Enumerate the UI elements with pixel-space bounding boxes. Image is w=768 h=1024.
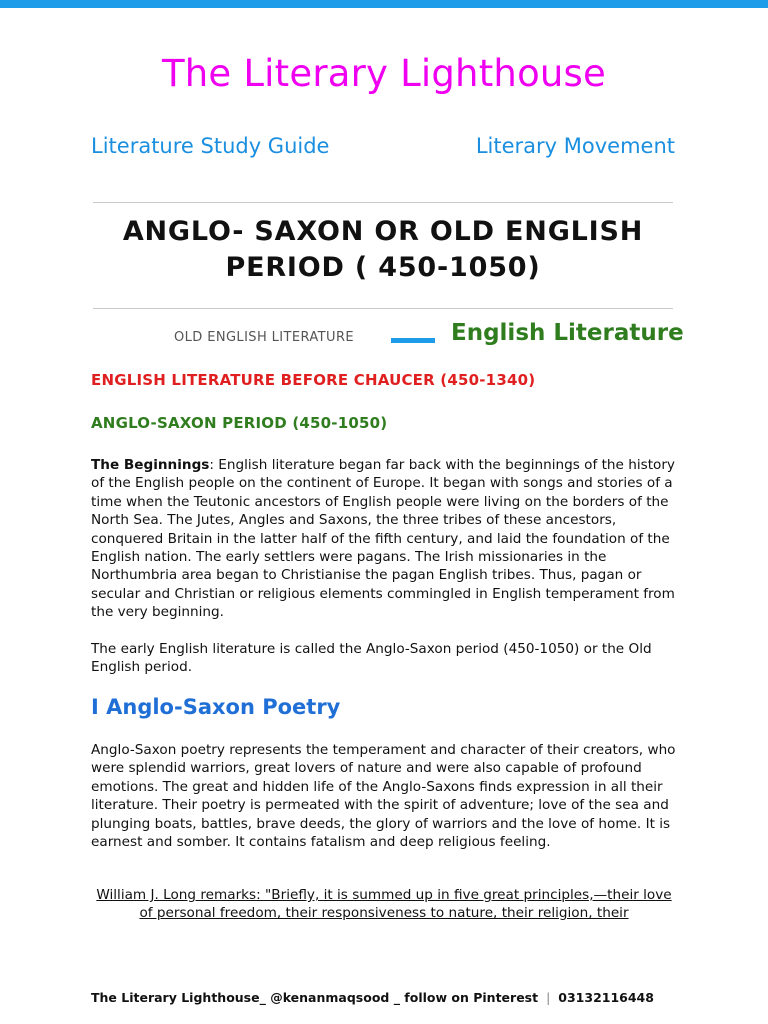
nav-link-study-guide[interactable]: Literature Study Guide <box>91 134 330 158</box>
top-accent-bar <box>0 0 768 8</box>
paragraph-early-literature: The early English literature is called the Anglo-Saxon period (450-1050) or the Old English period. <box>91 641 652 676</box>
nav-link-literary-movement[interactable]: Literary Movement <box>475 134 675 158</box>
section-heading-poetry: I Anglo-Saxon Poetry <box>91 695 341 719</box>
footer-text: The Literary Lighthouse_ @kenanmaqsood _ follow on Pinterest <box>91 990 539 1005</box>
article-title: ANGLO- SAXON OR OLD ENGLISH PERIOD ( 450-1050) <box>122 216 644 283</box>
paragraph-body: : English literature began far back with the beginnings of the history of the English people on the continent of Europe. It began with songs and stories of a time when the Teutonic ancestors of English people were living on the borders of the North Sea. The Jutes, Angles and Saxons, the three tribes of these ancestors, conquered Britain in the latter half of the fifth century, and laid the foundation of the English nation. The early settlers were pagans. The Irish missionaries in the Northumbria area began to Christianise the pagan English tribes. Thus, pagan or secular and Christian or religious elements commingled in English temperament from the very beginning. <box>91 457 675 621</box>
category-accent-bar <box>391 338 435 343</box>
category-label[interactable]: OLD ENGLISH LITERATURE <box>174 330 354 345</box>
paragraph-beginnings <box>91 456 691 622</box>
section-heading-before-chaucer: ENGLISH LITERATURE BEFORE CHAUCER (450-1340) <box>91 371 536 389</box>
category-name[interactable]: English Literature <box>451 320 684 346</box>
paragraph-lead: The Beginnings <box>91 457 210 473</box>
divider-top <box>93 202 673 203</box>
section-heading-anglo-saxon-period: ANGLO-SAXON PERIOD (450-1050) <box>91 414 388 432</box>
footer <box>91 990 654 1005</box>
footer-separator: | <box>546 990 551 1005</box>
site-title[interactable]: The Literary Lighthouse <box>161 52 606 95</box>
paragraph-poetry: Anglo-Saxon poetry represents the temperament and character of their creators, who were splendid warriors, great lovers of nature and were also capable of profound emotions. The great and hidden life of the Anglo-Saxons finds expression in all their literature. Their poetry is permeated with the spirit of adventure; love of the sea and plunging boats, battles, brave deeds, the glory of warriors and the love of home. It is earnest and somber. It contains fatalism and deep religious feeling. <box>91 742 676 851</box>
divider-bottom <box>93 308 673 309</box>
footer-phone: 03132116448 <box>558 990 654 1005</box>
quote-long: William J. Long remarks: "Briefly, it is summed up in five great principles,—their love of personal freedom, their responsiveness to nature, their religion, their <box>96 887 672 922</box>
